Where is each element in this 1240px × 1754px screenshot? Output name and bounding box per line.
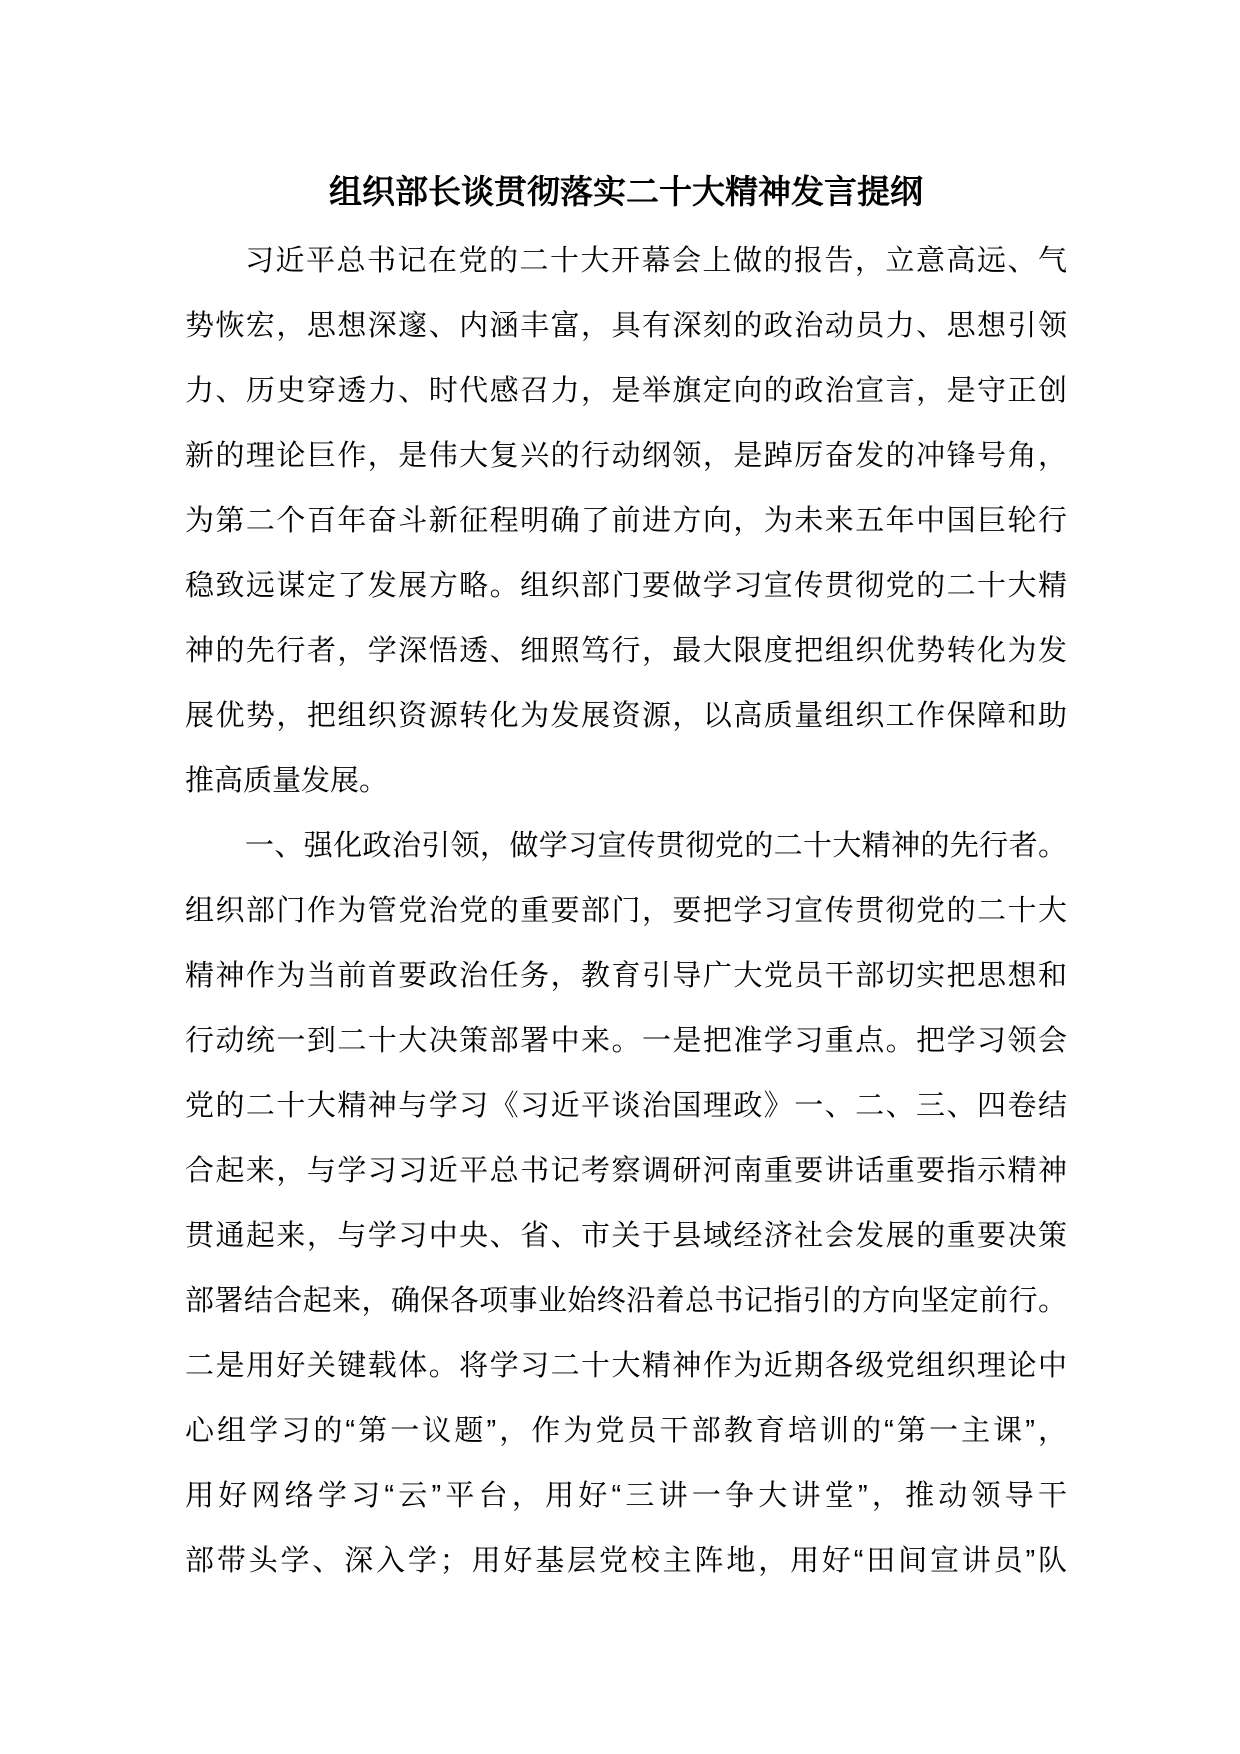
- text-line: 一、强化政治引领，做学习宣传贯彻党的二十大精神的先行者。: [245, 830, 1067, 862]
- text-line: 新的理论巨作，是伟大复兴的行动纲领，是踔厉奋发的冲锋号角，: [185, 440, 1067, 472]
- text-line: 推高质量发展。: [185, 765, 389, 797]
- document-body: [185, 229, 1067, 1594]
- text-line: 习近平总书记在党的二十大开幕会上做的报告，立意高远、气: [245, 245, 1067, 277]
- paragraph: [185, 229, 1067, 814]
- text-line: 心组学习的“第一议题”，作为党员干部教育培训的“第一主课”，: [185, 1415, 1067, 1447]
- text-line: 力、历史穿透力、时代感召力，是举旗定向的政治宣言，是守正创: [185, 375, 1067, 407]
- text-line: 部署结合起来，确保各项事业始终沿着总书记指引的方向坚定前行。: [185, 1285, 1067, 1317]
- text-line: 稳致远谋定了发展方略。组织部门要做学习宣传贯彻党的二十大精: [185, 570, 1067, 602]
- text-line: 势恢宏，思想深邃、内涵丰富，具有深刻的政治动员力、思想引领: [185, 310, 1067, 342]
- document-title: 组织部长谈贯彻落实二十大精神发言提纲: [329, 173, 923, 210]
- text-line: 为第二个百年奋斗新征程明确了前进方向，为未来五年中国巨轮行: [185, 505, 1067, 537]
- text-line: 党的二十大精神与学习《习近平谈治国理政》一、二、三、四卷结: [185, 1090, 1067, 1122]
- paragraph: [185, 814, 1067, 1594]
- text-line: 组织部门作为管党治党的重要部门，要把学习宣传贯彻党的二十大: [185, 895, 1067, 927]
- text-line: 合起来，与学习习近平总书记考察调研河南重要讲话重要指示精神: [185, 1155, 1067, 1187]
- text-line: 二是用好关键载体。将学习二十大精神作为近期各级党组织理论中: [185, 1350, 1067, 1382]
- text-line: 展优势，把组织资源转化为发展资源，以高质量组织工作保障和助: [185, 700, 1067, 732]
- text-line: 部带头学、深入学；用好基层党校主阵地，用好“田间宣讲员”队: [185, 1545, 1067, 1577]
- text-line: 神的先行者，学深悟透、细照笃行，最大限度把组织优势转化为发: [185, 635, 1067, 667]
- text-line: 行动统一到二十大决策部署中来。一是把准学习重点。把学习领会: [185, 1025, 1067, 1057]
- text-line: 精神作为当前首要政治任务，教育引导广大党员干部切实把思想和: [185, 960, 1067, 992]
- text-line: 用好网络学习“云”平台，用好“三讲一争大讲堂”，推动领导干: [185, 1480, 1067, 1512]
- text-line: 贯通起来，与学习中央、省、市关于县域经济社会发展的重要决策: [185, 1220, 1067, 1252]
